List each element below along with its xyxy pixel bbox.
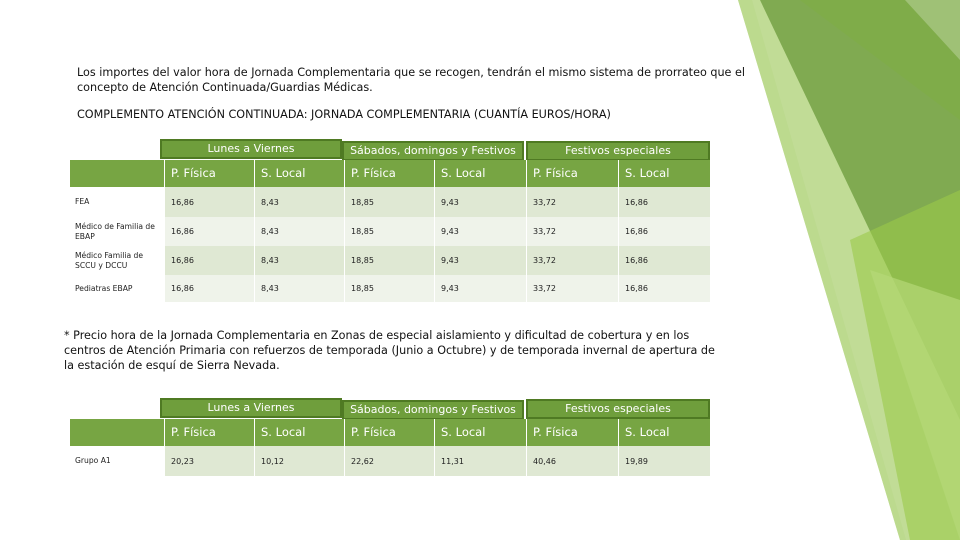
table-cell: 16,86 (618, 217, 710, 246)
table-cell: 22,62 (344, 446, 434, 476)
table-cell: 18,85 (344, 275, 434, 302)
table-cell: 10,12 (254, 446, 344, 476)
group-header-lunes-viernes: Lunes a Viernes (160, 398, 342, 418)
table-cell: 8,43 (254, 187, 344, 217)
row-label: Pediatras EBAP (70, 275, 164, 302)
row-label: Médico de Familia de EBAP (70, 217, 164, 246)
row-label: Médico Familia de SCCU y DCCU (70, 246, 164, 275)
subheader-cell: S. Local (618, 160, 710, 187)
subheader-cell: P. Física (344, 419, 434, 446)
subheader-cell: S. Local (254, 419, 344, 446)
table-cell: 40,46 (526, 446, 618, 476)
table-cell: 9,43 (434, 246, 526, 275)
subheader-cell: P. Física (164, 419, 254, 446)
table-cell: 16,86 (164, 275, 254, 302)
subheader-cell: S. Local (618, 419, 710, 446)
row-label: FEA (70, 187, 164, 217)
section-heading: COMPLEMENTO ATENCIÓN CONTINUADA: JORNADA COMPLEMENTARIA (CUANTÍA EUROS/HORA) (77, 108, 611, 121)
table-cell: 8,43 (254, 217, 344, 246)
subheader-row (70, 160, 710, 187)
table-cell: 33,72 (526, 187, 618, 217)
subheader-cell: P. Física (526, 160, 618, 187)
table-row (70, 187, 710, 217)
table-cell: 19,89 (618, 446, 710, 476)
table-cell: 33,72 (526, 275, 618, 302)
group-header-sabados: Sábados, domingos y Festivos (342, 141, 524, 161)
table-row (70, 446, 710, 476)
table-cell: 11,31 (434, 446, 526, 476)
table-cell: 16,86 (164, 187, 254, 217)
table-cell: 18,85 (344, 217, 434, 246)
table-row (70, 246, 710, 275)
table-cell: 16,86 (164, 217, 254, 246)
subheader-cell: S. Local (434, 160, 526, 187)
subheader-cell: S. Local (254, 160, 344, 187)
subheader-cell: P. Física (526, 419, 618, 446)
table-cell: 16,86 (164, 246, 254, 275)
table-cell: 20,23 (164, 446, 254, 476)
row-label: Grupo A1 (70, 446, 164, 476)
table-cell: 33,72 (526, 217, 618, 246)
table-cell: 16,86 (618, 275, 710, 302)
table-cell: 18,85 (344, 246, 434, 275)
group-header-lunes-viernes: Lunes a Viernes (160, 139, 342, 159)
footnote-paragraph: * Precio hora de la Jornada Complementaria en Zonas de especial aislamiento y dificultad de cobertura y en los centros de Atención Primaria con refuerzos de temporada (Junio a Octubre) y de temporada invernal de apertura de la estación de esquí de Sierra Nevada. (64, 329, 715, 372)
subheader-row (70, 419, 710, 446)
group-header-festivos-especiales: Festivos especiales (526, 399, 710, 419)
table-cell: 8,43 (254, 246, 344, 275)
group-header-festivos-especiales: Festivos especiales (526, 141, 710, 161)
table-cell: 9,43 (434, 217, 526, 246)
subheader-cell: P. Física (344, 160, 434, 187)
subheader-cell: P. Física (164, 160, 254, 187)
table-cell: 8,43 (254, 275, 344, 302)
table-cell: 16,86 (618, 187, 710, 217)
subheader-cell: S. Local (434, 419, 526, 446)
table-row (70, 217, 710, 246)
group-header-sabados: Sábados, domingos y Festivos (342, 400, 524, 420)
table-cell: 16,86 (618, 246, 710, 275)
table-cell: 9,43 (434, 275, 526, 302)
intro-paragraph: Los importes del valor hora de Jornada Complementaria que se recogen, tendrán el mismo sistema de prorrateo que el concepto de Atención Continuada/Guardias Médicas. (77, 66, 745, 94)
table-cell: 33,72 (526, 246, 618, 275)
table-cell: 18,85 (344, 187, 434, 217)
table-row (70, 275, 710, 302)
table-cell: 9,43 (434, 187, 526, 217)
